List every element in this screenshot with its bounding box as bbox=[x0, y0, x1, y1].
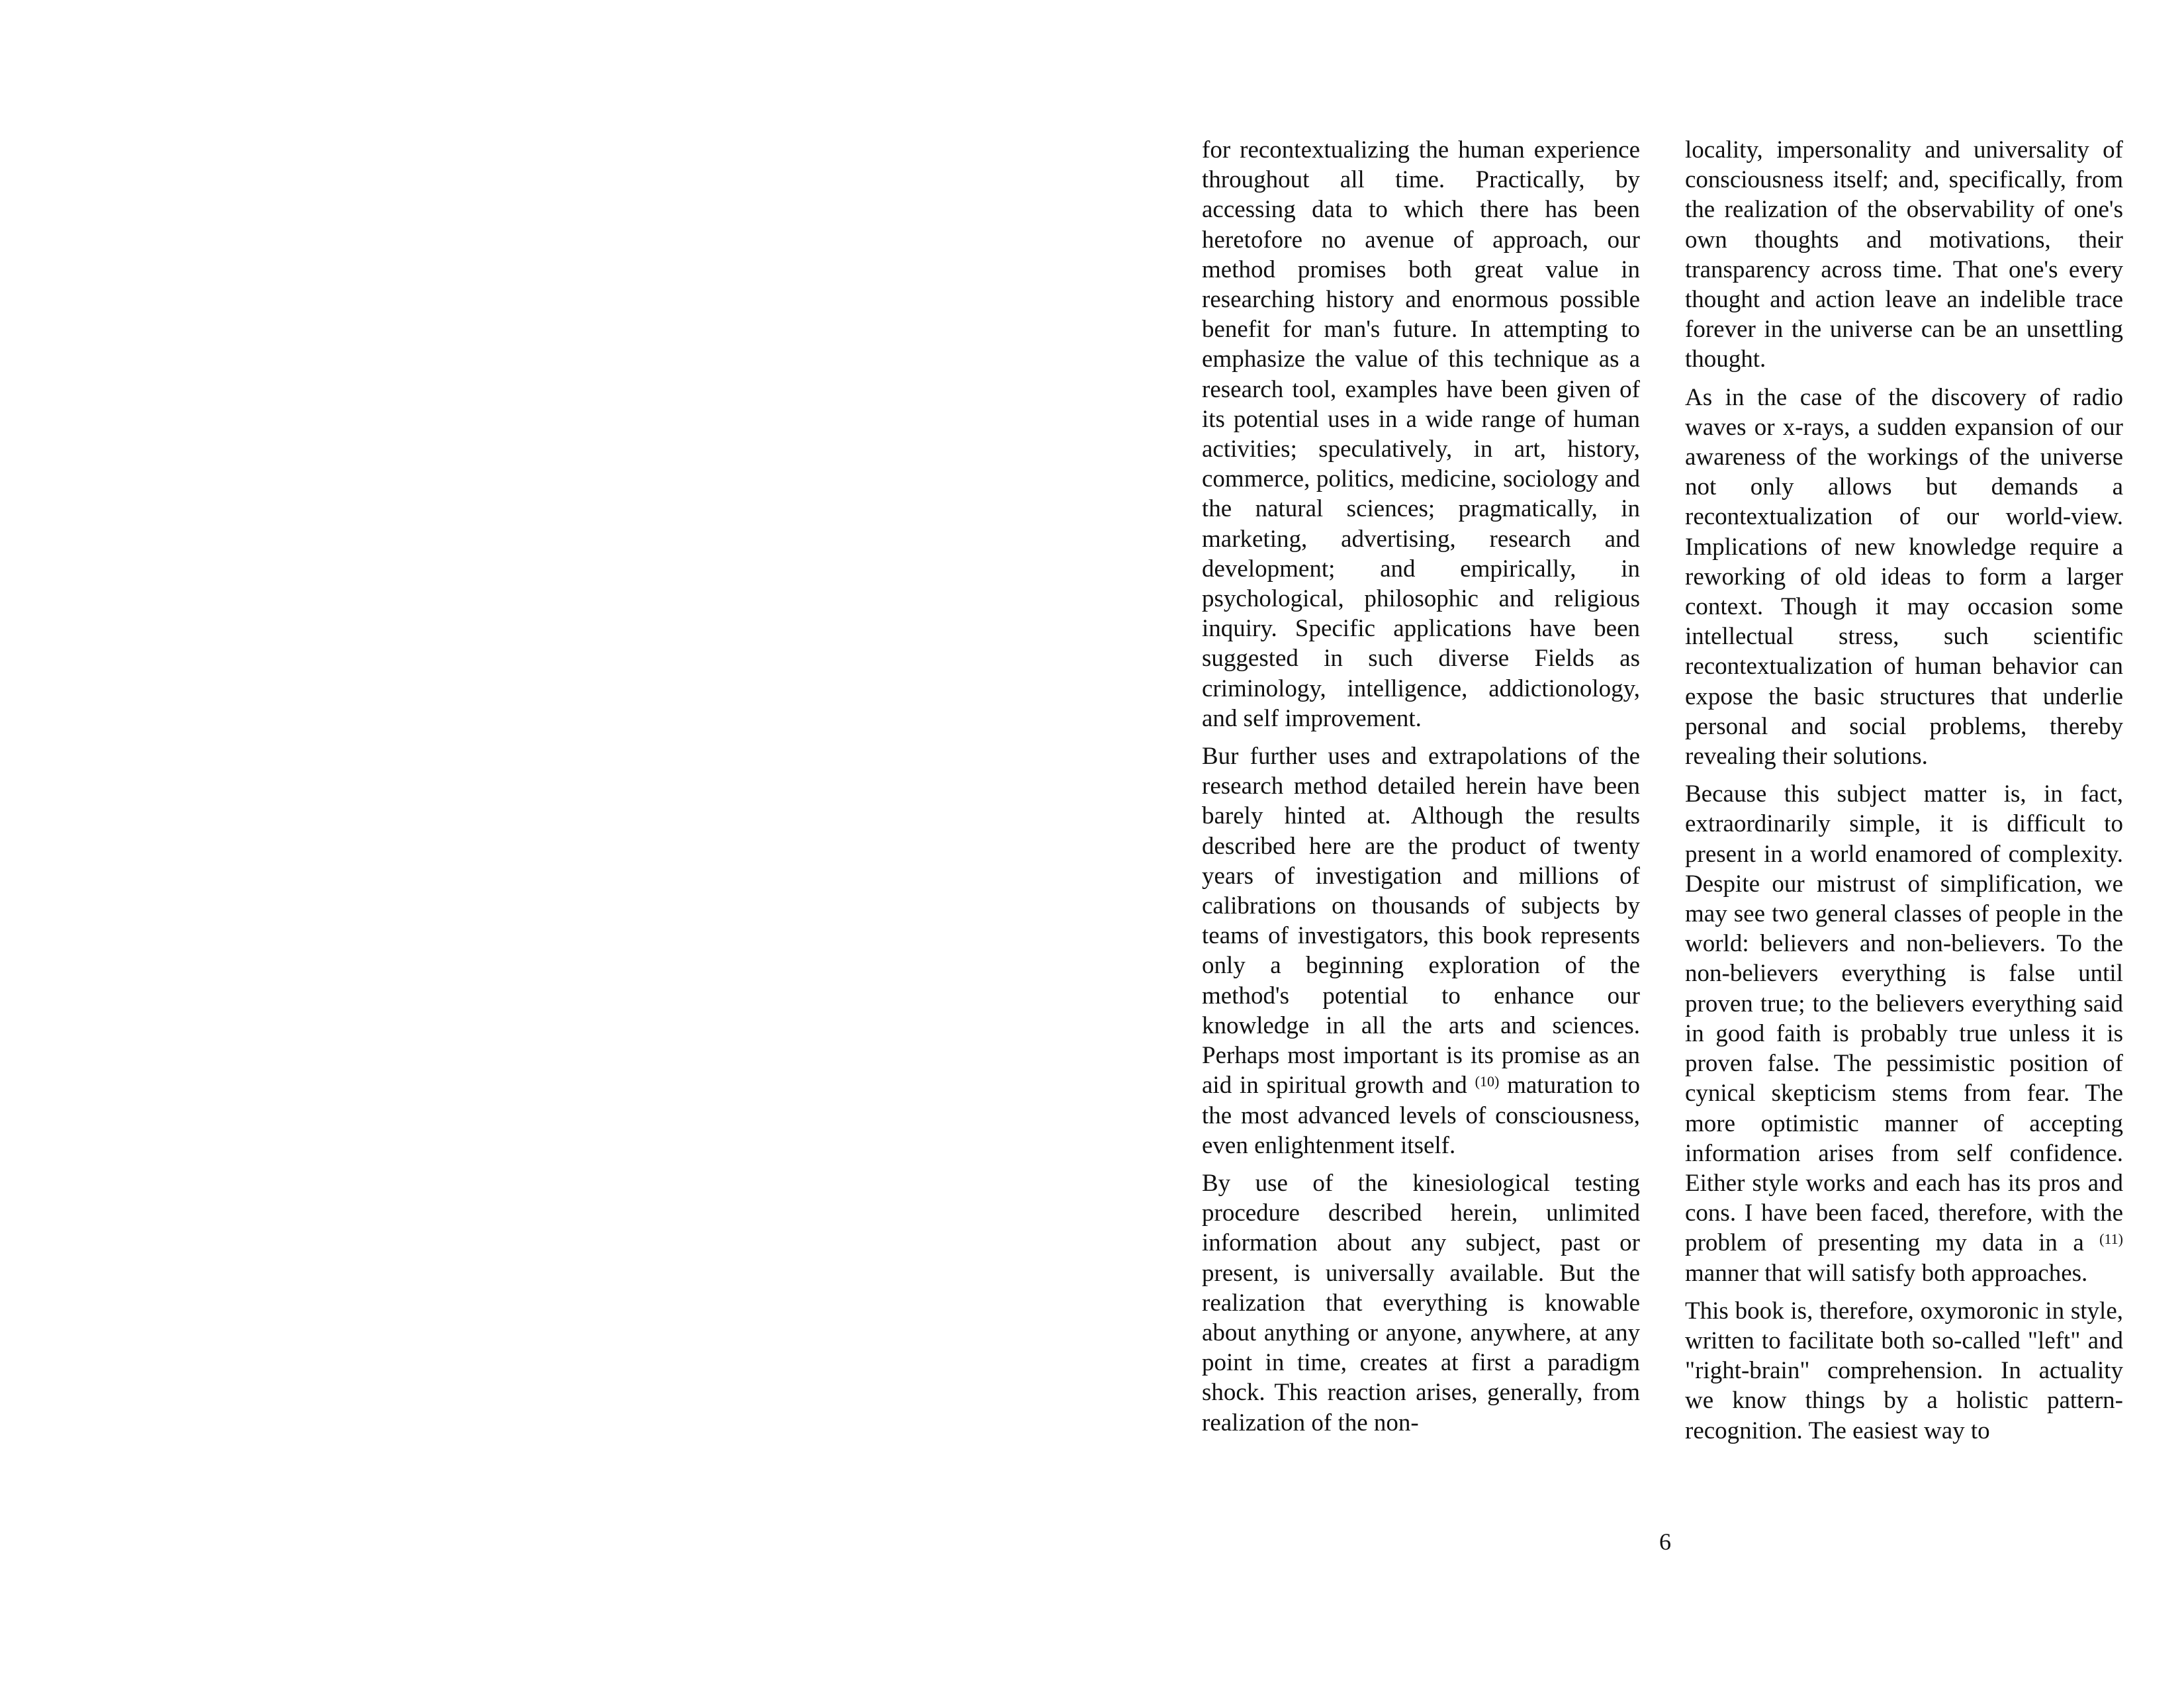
paragraph bbox=[1202, 741, 1640, 1160]
page-marker: (10) bbox=[1475, 1073, 1500, 1090]
paragraph bbox=[1685, 779, 2123, 1288]
paragraph-text: manner that will satisfy both approaches. bbox=[1685, 1259, 2088, 1287]
paragraph: This book is, therefore, oxymoronic in style, written to facilitate both so-called "left" and "right-brain" comprehension. In actuality we know things by a holistic pattern-recognition. The easiest way to bbox=[1685, 1297, 2123, 1444]
paragraph-text: maturation to the most advanced levels of consciousness, even enlightenment itself. bbox=[1202, 1072, 1640, 1159]
paragraph: for recontextualizing the human experience throughout all time. Practically, by accessing data to which there has been heretofore no avenue of approach, our method promises both great value in researching history and enormous possible benefit for man's future. In attempting to emphasize the value of this technique as a research tool, examples have been given of its potential uses in a wide range of human activities; speculatively, in art, history, commerce, politics, medicine, sociology and the natural sciences; pragmatically, in marketing, advertising, research and development; and empirically, in psychological, philosophic and religious inquiry. Specific applications have been suggested in such diverse Fields as criminology, intelligence, addictionology, and self improvement. bbox=[1202, 136, 1640, 732]
right-text-column bbox=[1685, 135, 2123, 1454]
paragraph: By use of the kinesiological testing procedure described herein, unlimited information about any subject, past or present, is universally available. But the realization that everything is knowable about anything or anyone, anywhere, at any point in time, creates at first a paradigm shock. This reaction arises, generally, from realization of the non- bbox=[1202, 1169, 1640, 1436]
page-marker: (11) bbox=[2099, 1231, 2124, 1248]
paragraph-text: Because this subject matter is, in fact, extraordinarily simple, it is difficult to present in a world enamored of complexity. Despite our mistrust of simplification, we may see two general classes of people in the world: believers and non-believers. To the non-believers everything is false until proven true; to the believers everything said in good faith is probably true unless it is proven false. The pessimistic position of cynical skepticism stems from fear. The more optimistic manner of accepting information arises from self confidence. Either style works and each has its pros and cons. I have been faced, therefore, with the problem of presenting my data in a bbox=[1685, 780, 2123, 1257]
paragraph: locality, impersonality and universality of consciousness itself; and, specifically, from the realization of the observability of one's own thoughts and motivations, their transparency across time. That one's every thought and action leave an indelible trace forever in the universe can be an unsettling thought. bbox=[1685, 136, 2123, 373]
page-number: 6 bbox=[1659, 1528, 1671, 1555]
paragraph-text: Bur further uses and extrapolations of the research method detailed herein have been barely hinted at. Although the results described here are the product of twenty years of investigation and millions of calibrations on thousands of subjects by teams of investigators, this book represents only a beginning exploration of the method's potential to enhance our knowledge in all the arts and sciences. Perhaps most important is its promise as an aid in spiritual growth and bbox=[1202, 743, 1640, 1100]
paragraph: As in the case of the discovery of radio waves or x-rays, a sudden expansion of our awareness of the workings of the universe not only allows but demands a recontextualization of our world-view. Implications of new knowledge require a reworking of old ideas to form a larger context. Though it may occasion some intellectual stress, such scientific recontextualization of human behavior can expose the basic structures that underlie personal and social problems, thereby revealing their solutions. bbox=[1685, 383, 2123, 771]
left-text-column bbox=[1202, 135, 1640, 1446]
